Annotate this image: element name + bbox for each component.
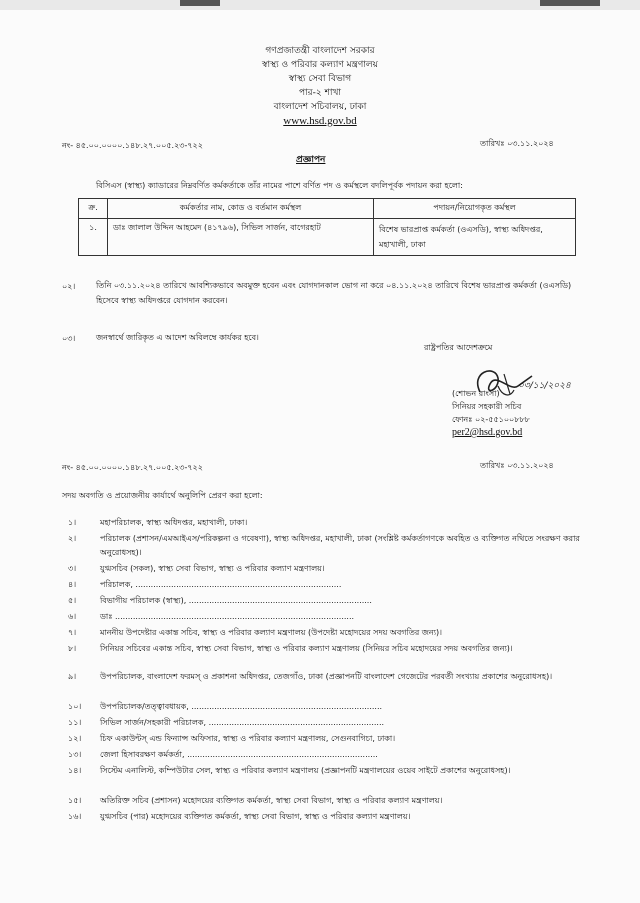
- list-item-text: অতিরিক্ত সচিব (প্রশাসন) মহোদয়ের ব্যক্তিগত কর্মকর্তা, স্বাস্থ্য সেবা বিভাগ, স্বাস্থ্য ও পরিবার কল্যাণ মন্ত্রণালয়।: [100, 796, 443, 805]
- list-item-text: চিফ একাউন্টস্ এন্ড ফিন্যান্স অফিসার, স্বাস্থ্য ও পরিবার কল্যাণ মন্ত্রণালয়, সেগুনবাগিচা, ঢাকা।: [100, 734, 396, 743]
- copy-reference: নং- ৪৫.০০.০০০০.১৪৮.২৭.০০৫.২৩-৭২২: [62, 463, 203, 472]
- list-item-number: ৫।: [68, 596, 77, 605]
- ministry-name: স্বাস্থ্য ও পরিবার কল্যাণ মন্ত্রণালয়: [262, 60, 378, 70]
- paragraph-text: জনস্বার্থে জারিকৃত এ আদেশ অবিলম্বে কার্যকর হবে।: [96, 333, 259, 342]
- top-strip-mark: [180, 0, 220, 6]
- website-link[interactable]: www.hsd.gov.bd: [283, 115, 357, 127]
- list-item-number: ১৬।: [68, 812, 82, 821]
- top-strip: [0, 0, 640, 10]
- list-item-text: পরিচালক, .................................................................................: [100, 580, 342, 589]
- list-item-number: ৭।: [68, 628, 77, 637]
- signatory-name: (শোভন রাংসা): [452, 389, 500, 398]
- list-item-number: ৩।: [68, 564, 77, 573]
- list-item-number: ১২।: [68, 734, 82, 743]
- list-item-number: ৯।: [68, 672, 77, 681]
- memo-reference: নং- ৪৫.০০.০০০০.১৪৮.২৭.০০৫.২৩-৭২২: [62, 141, 203, 150]
- table-row: [79, 219, 576, 256]
- list-item-number: ১০।: [68, 702, 82, 711]
- list-item-text: সিভিল সার্জন/সহকারী পরিচালক, .....................................................................: [100, 718, 385, 727]
- list-item-text: মাননীয় উপদেষ্টার একান্ত সচিব, স্বাস্থ্য ও পরিবার কল্যাণ মন্ত্রণালয় (উপদেষ্টা মহোদয়ের সদয় অবগতির জন্য)।: [100, 628, 442, 637]
- table-header-cell: পদায়ন/নিয়োগকৃত কর্মস্থল: [374, 199, 576, 219]
- list-item-number: ৪।: [68, 580, 77, 589]
- list-item-text: সিনিয়র সচিবের একান্ত সচিব, স্বাস্থ্য সেবা বিভাগ, স্বাস্থ্য ও পরিবার কল্যাণ মন্ত্রণালয় (সিনিয়র সচিব মহোদয়ের সদয় অবগতির জন্য)।: [100, 644, 513, 653]
- paragraph-number: ০৩।: [62, 334, 76, 343]
- list-item-number: ১৫।: [68, 796, 82, 805]
- list-item-text: সিস্টেম এনালিস্ট, কম্পিউটার সেল, স্বাস্থ্য ও পরিবার কল্যাণ মন্ত্রণালয় (প্রজ্ঞাপনটি মন্ত্রণালয়ের ওয়েব সাইটে প্রকাশের অনুরোধসহ)।: [100, 766, 511, 775]
- list-item-text: উপপরিচালক, বাংলাদেশ ফরমস্ ও প্রকাশনা অধিদপ্তর, তেজগাঁও, ঢাকা (প্রজ্ঞাপনটি বাংলাদেশ গেজেটের পরবর্তী সংখ্যায় প্রকাশের অনুরোধসহ)।: [100, 672, 553, 681]
- list-item-text: মহাপরিচালক, স্বাস্থ্য অধিদপ্তর, মহাখালী, ঢাকা।: [100, 518, 248, 527]
- handwritten-date: ০৩/১১/২০২৪: [518, 381, 571, 391]
- table-header-cell: ক্র.: [79, 199, 108, 219]
- top-strip-mark: [540, 0, 600, 6]
- table-cell: ডাঃ জালাল উদ্দিন আহমেদ (৪১৭৯৬), সিভিল সার্জন, বাগেরহাট: [108, 219, 374, 256]
- signatory-email[interactable]: per2@hsd.gov.bd: [452, 427, 523, 438]
- list-item-text: পরিচালক (প্রশাসন/এমআইএস/পরিকল্পনা ও গবেষণা), স্বাস্থ্য অধিদপ্তর, মহাখালী, ঢাকা (সংশ্লিষ্ট কর্মকর্তাগণকে অবহিত ও ব্যক্তিগত নথিতে সংরক্ষণ করার অনুরোধসহ)।: [100, 534, 580, 557]
- president-order: রাষ্ট্রপতির আদেশক্রমে: [424, 343, 493, 352]
- paragraph-text: তিনি ০৩.১১.২০২৪ তারিখে আবশ্যিকভাবে অবমুক্ত হবেন এবং যোগদানকাল ভোগ না করে ০৪.১১.২০২৪ তারিখে বিশেষ ভারপ্রাপ্ত কর্মকর্তা (ওএসডি) হিসেবে স্বাস্থ্য অধিদপ্তরে যোগদান করবেন।: [96, 281, 572, 305]
- list-item-number: ৬।: [68, 612, 77, 621]
- list-item-number: ১।: [68, 518, 77, 527]
- list-item-number: ৮।: [68, 644, 77, 653]
- table-header-cell: কর্মকর্তার নাম, কোড ও বর্তমান কর্মস্থল: [108, 199, 374, 219]
- copy-date: তারিখঃ ০৩.১১.২০২৪: [480, 461, 554, 470]
- signatory-phone: ফোনঃ ০২-৫৫১০০৮৮৮: [452, 415, 530, 424]
- memo-date: তারিখঃ ০৩.১১.২০২৪: [480, 139, 554, 148]
- office-address: বাংলাদেশ সচিবালয়, ঢাকা: [273, 102, 367, 112]
- list-item-text: বিভাগীয় পরিচালক (স্বাস্থ্য), ........................................................................: [100, 596, 372, 605]
- list-item-number: ২।: [68, 534, 77, 543]
- copy-intro: সদয় অবগতি ও প্রয়োজনীয় কার্যার্থে অনুলিপি প্রেরণ করা হলো:: [62, 491, 263, 500]
- table-cell: বিশেষ ভারপ্রাপ্ত কর্মকর্তা (ওএসডি), স্বাস্থ্য অধিদপ্তর, মহাখালী, ঢাকা: [374, 219, 576, 256]
- government-name: গণপ্রজাতন্ত্রী বাংলাদেশ সরকার: [265, 46, 375, 56]
- table-cell: ১.: [79, 219, 108, 256]
- list-item-text: ডাঃ ..............................................................................................: [100, 612, 355, 621]
- list-item-number: ১৪।: [68, 766, 82, 775]
- letterhead: [200, 44, 440, 128]
- memo-title: প্রজ্ঞাপন: [296, 155, 326, 165]
- paragraph-number: ০২।: [62, 282, 76, 291]
- list-item-number: ১৩।: [68, 750, 82, 759]
- division-name: স্বাস্থ্য সেবা বিভাগ: [288, 74, 352, 84]
- list-item-text: জেলা হিসাবরক্ষণ কর্মকর্তা, ...........................................................................: [100, 750, 378, 759]
- signatory-designation: সিনিয়র সহকারী সচিব: [452, 402, 522, 411]
- list-item-text: উপপরিচালক/তত্ত্বাবধায়ক, ...........................................................................: [100, 702, 383, 711]
- posting-table: [78, 198, 576, 256]
- branch-name: পার-২ শাখা: [298, 88, 342, 98]
- memo-intro: বিসিএস (স্বাস্থ্য) ক্যাডারের নিম্নবর্ণিত কর্মকর্তাকে তাঁর নামের পাশে বর্ণিত পদ ও কর্মস্থলে বদলিপূর্বক পদায়ন করা হলো:: [96, 181, 463, 190]
- list-item-number: ১১।: [68, 718, 82, 727]
- list-item-text: যুগ্মসচিব (পার) মহোদয়ের ব্যক্তিগত কর্মকর্তা, স্বাস্থ্য সেবা বিভাগ, স্বাস্থ্য ও পরিবার কল্যাণ মন্ত্রণালয়।: [100, 812, 411, 821]
- list-item-text: যুগ্মসচিব (সকল), স্বাস্থ্য সেবা বিভাগ, স্বাস্থ্য ও পরিবার কল্যাণ মন্ত্রণালয়।: [100, 564, 325, 573]
- table-header-row: [79, 199, 576, 219]
